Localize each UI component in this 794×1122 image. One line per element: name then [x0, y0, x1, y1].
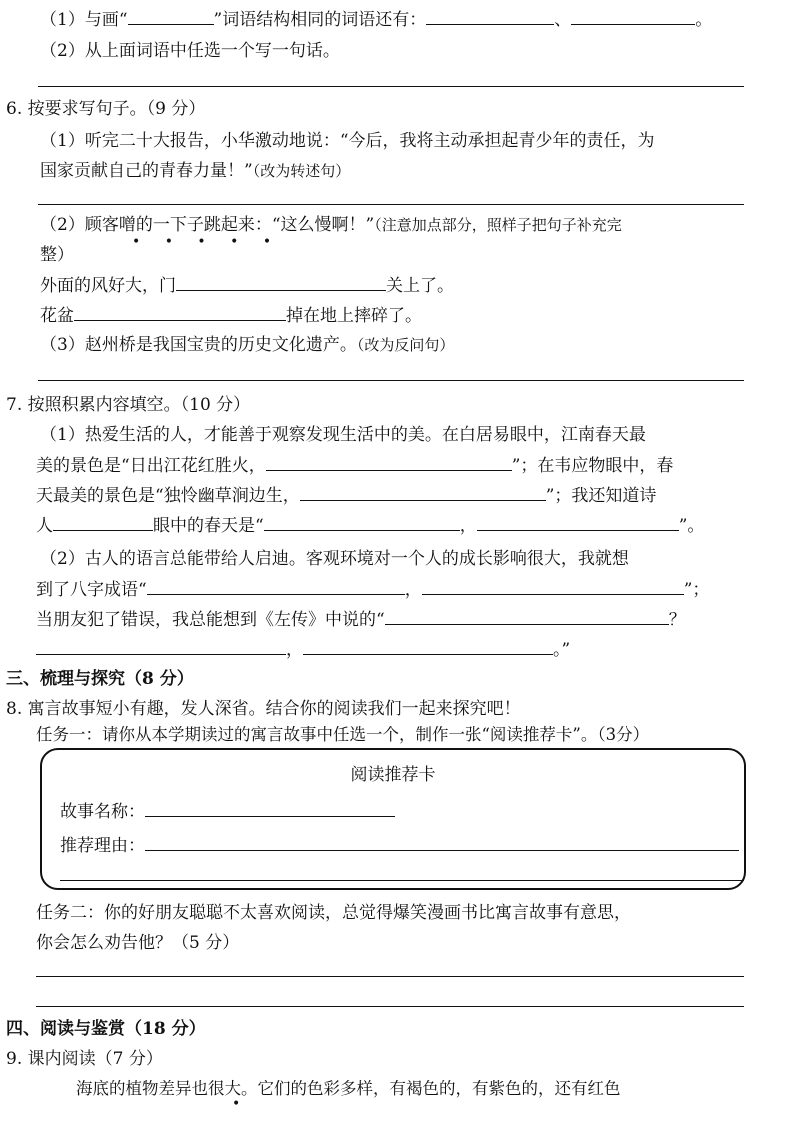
q7-p1-line4: 人 眼中的春天是“ ， ”。: [36, 512, 704, 539]
q8-task1: 任务一：请你从本学期读过的寓言故事中任选一个，制作一张“阅读推荐卡”。（3分）: [36, 725, 650, 744]
answer-line[interactable]: [38, 204, 744, 205]
reading-recommendation-card: [40, 748, 746, 890]
answer-line[interactable]: [38, 380, 744, 381]
q6-s1-line2: 国家贡献自己的青春力量！”（改为转述句）: [40, 161, 351, 181]
answer-blank[interactable]: [477, 512, 679, 531]
answer-line[interactable]: [36, 976, 744, 977]
answer-line[interactable]: [60, 880, 744, 881]
q7-p2-line3: 当朋友犯了错误，我总能想到《左传》中说的“ ？: [36, 606, 686, 633]
card-story-name: 故事名称：: [60, 798, 395, 825]
answer-blank[interactable]: [385, 606, 669, 625]
answer-line[interactable]: [36, 1006, 744, 1007]
q9-title: 9. 课内阅读（7 分）: [6, 1049, 163, 1069]
answer-blank[interactable]: [53, 512, 153, 531]
answer-blank[interactable]: [571, 6, 695, 25]
card-reason: 推荐理由：: [60, 832, 739, 859]
q7-p1-line1: （1）热爱生活的人，才能善于观察发现生活中的美。在白居易眼中，江南春天最: [40, 425, 646, 445]
emphasis-dots: • • • • •: [132, 234, 282, 250]
q6-s2-line2: 整）: [40, 245, 74, 265]
q6-title: 6. 按要求写句子。（9 分）: [6, 99, 206, 119]
q6-s2-example1: 外面的风好大，门 关上了。: [40, 272, 454, 299]
answer-blank[interactable]: [300, 482, 546, 501]
answer-blank[interactable]: [176, 272, 386, 291]
section-3-heading: 三、梳理与探究（8 分）: [6, 669, 194, 689]
answer-blank[interactable]: [303, 636, 553, 655]
answer-blank[interactable]: [422, 576, 684, 595]
answer-blank[interactable]: [147, 576, 405, 595]
answer-line[interactable]: [38, 86, 744, 87]
q8-intro: 8. 寓言故事短小有趣，发人深省。结合你的阅读我们一起来探究吧！: [6, 699, 521, 719]
answer-blank[interactable]: [128, 6, 214, 25]
q7-p2-line2: 到了八字成语“ ， ”；: [36, 576, 709, 603]
q8-task2-line2: 你会怎么劝告他？（5 分）: [36, 933, 240, 953]
answer-blank[interactable]: [36, 636, 286, 655]
q7-title: 7. 按照积累内容填空。（10 分）: [6, 395, 251, 415]
q5-part1: （1）与画“ ”词语结构相同的词语还有： 、 。: [40, 6, 712, 33]
answer-blank[interactable]: [266, 452, 512, 471]
q9-passage: 海底的植物差异也很大。它们的色彩多样，有褐色的，有紫色的，还有红色: [76, 1079, 621, 1098]
answer-blank[interactable]: [264, 512, 460, 531]
answer-blank[interactable]: [74, 302, 286, 321]
q7-p2-line1: （2）古人的语言总能带给人启迪。客观环境对一个人的成长影响很大，我就想: [40, 549, 629, 569]
q7-p1-line2: 美的景色是“日出江花红胜火， ”；在韦应物眼中，春: [36, 452, 673, 479]
q6-s2-line1: （2）顾客噌的一下子跳起来：“这么慢啊！”（注意加点部分，照样子把句子补充完: [40, 215, 622, 235]
q5-part2: （2）从上面词语中任选一个写一句话。: [40, 41, 340, 61]
answer-blank[interactable]: [426, 6, 554, 25]
q7-p1-line3: 天最美的景色是“独怜幽草涧边生， ”；我还知道诗: [36, 482, 656, 509]
q6-s3: （3）赵州桥是我国宝贵的历史文化遗产。（改为反问句）: [40, 335, 455, 355]
card-title: 阅读推荐卡: [350, 765, 436, 785]
q6-s1-line1: （1）听完二十大报告，小华激动地说：“今后，我将主动承担起青少年的责任，为: [40, 131, 655, 151]
q7-p2-line4: ， 。”: [36, 636, 570, 663]
q6-s2-example2: 花盆 掉在地上摔碎了。: [40, 302, 422, 329]
q8-task2-line1: 任务二：你的好朋友聪聪不太喜欢阅读，总觉得爆笑漫画书比寓言故事有意思，: [36, 903, 631, 923]
story-name-blank[interactable]: [145, 798, 395, 817]
section-4-heading: 四、阅读与鉴赏（18 分）: [6, 1019, 206, 1039]
reason-blank[interactable]: [145, 832, 739, 851]
emphasis-dot: •: [232, 1096, 251, 1112]
